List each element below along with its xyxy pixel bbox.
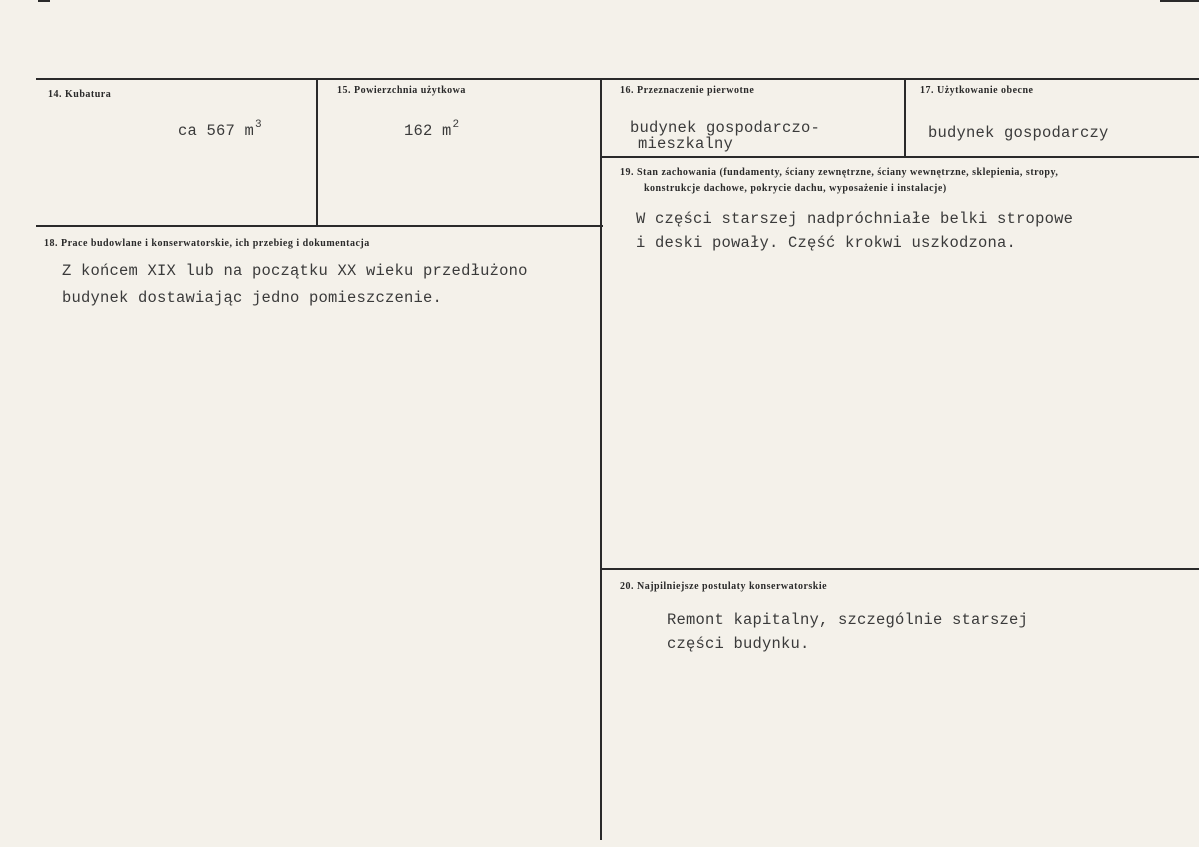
value-powierzchnia-exponent: 2 (452, 119, 460, 131)
value-prace-line1: Z końcem XIX lub na początku XX wieku przedłużono (62, 262, 528, 280)
value-postulaty-line2: części budynku. (667, 635, 810, 653)
label-kubatura: 14. Kubatura (48, 89, 112, 100)
value-kubatura-text: ca 567 m (178, 122, 255, 140)
grid-line-vert-17 (904, 78, 906, 158)
label-powierzchnia: 15. Powierzchnia użytkowa (337, 85, 466, 96)
grid-line-vert-middle (600, 78, 602, 840)
value-przeznaczenie-line1: budynek gospodarczo- (630, 119, 821, 137)
value-stan-line2: i deski powały. Część krokwi uszkodzona. (636, 234, 1017, 252)
value-powierzchnia-text: 162 m (404, 122, 452, 140)
label-uzytkowanie: 17. Użytkowanie obecne (920, 85, 1034, 96)
value-powierzchnia (404, 118, 459, 144)
value-prace-line2: budynek dostawiając jedno pomieszczenie. (62, 289, 443, 307)
grid-line-row3-right (602, 568, 1199, 570)
grid-line-top (36, 78, 1199, 80)
label-stan-zachowania-1: 19. Stan zachowania (fundamenty, ściany zewnętrzne, ściany wewnętrzne, sklepienia, stropy, (620, 167, 1059, 178)
label-prace-budowlane: 18. Prace budowlane i konserwatorskie, ich przebieg i dokumentacja (44, 238, 370, 249)
value-kubatura (178, 118, 262, 144)
top-edge-mark-right (1160, 0, 1199, 2)
grid-line-row2-right (602, 156, 1199, 158)
value-kubatura-exponent: 3 (255, 119, 262, 131)
value-przeznaczenie-line2: mieszkalny (638, 135, 734, 153)
grid-line-vert-15 (316, 78, 318, 226)
label-przeznaczenie: 16. Przeznaczenie pierwotne (620, 85, 755, 96)
top-edge-mark-left (38, 0, 50, 2)
label-postulaty: 20. Najpilniejsze postulaty konserwatorskie (620, 581, 828, 592)
value-postulaty-line1: Remont kapitalny, szczególnie starszej (667, 611, 1029, 629)
grid-line-row2-left (36, 225, 603, 227)
value-stan-line1: W części starszej nadpróchniałe belki stropowe (636, 210, 1074, 228)
value-uzytkowanie: budynek gospodarczy (928, 124, 1109, 142)
label-stan-zachowania-2: konstrukcje dachowe, pokrycie dachu, wyposażenie i instalacje) (644, 183, 947, 194)
